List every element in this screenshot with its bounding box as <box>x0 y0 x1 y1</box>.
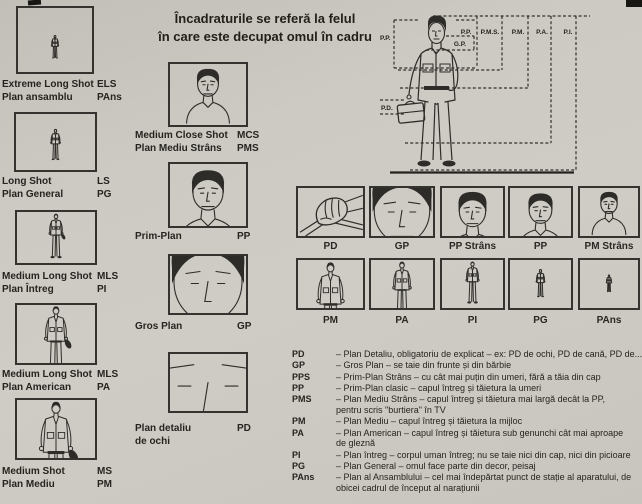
tiny-figure <box>580 260 638 308</box>
legend-abbr: PM <box>292 416 306 427</box>
shot-abbr: PP <box>237 231 251 242</box>
prim-plan-frame <box>168 162 248 228</box>
legend-abbr: GP <box>292 360 306 371</box>
legend-row-pd <box>292 349 642 360</box>
shot-abbr-ro: PA <box>97 382 111 393</box>
thumb-pm-strans-frame <box>578 186 640 238</box>
legend-abbr: PPS <box>292 371 311 382</box>
knees-up-figure <box>371 260 433 308</box>
shot-name-ro: Plan Mediu <box>2 479 55 490</box>
thumb-label-pp-strans: PP Strâns <box>448 241 497 252</box>
thumb-label-pp: PP <box>533 241 548 252</box>
small-figure <box>510 260 571 308</box>
cut-label-pi: P.I. <box>563 29 573 36</box>
thumb-pa-frame <box>369 258 435 310</box>
legend-desc: – Plan Mediu Strâns – capul întreg și tăietura mai largă decât la PP, <box>336 394 605 405</box>
page-title <box>132 10 398 45</box>
medium-shot-frame <box>15 398 97 460</box>
shot-abbr-ro: PAns <box>97 92 122 103</box>
shot-name: Extreme Long Shot <box>2 79 94 90</box>
shot-abbr-ro: PMS <box>237 143 259 154</box>
shot-name-ro: de ochi <box>135 436 171 447</box>
shot-name-ro: Plan Mediu Strâns <box>135 143 222 154</box>
legend-row-pm <box>292 416 642 427</box>
knees-up-player-figure <box>17 305 95 363</box>
cut-label-pm: P.M. <box>511 29 525 36</box>
legend-row-pps <box>292 372 642 383</box>
thumb-label-pi: PI <box>467 315 478 326</box>
legend-row-pans: PAns – Plan al Ansamblului – cel mai îndepărtat punct de stație al aparatului, de obicei cadrul de început al narațiunii <box>292 472 642 494</box>
shot-name: Long Shot <box>2 176 52 187</box>
thumb-gp-frame <box>369 186 435 238</box>
legend-row-gp <box>292 360 642 371</box>
shot-abbr: ELS <box>97 79 117 90</box>
cut-label-gp: G.P. <box>453 41 467 48</box>
legend-row-pa: PA – Plan American – capul întreg și tăietura sub genunchi cât mai aproape de gleznă <box>292 428 642 450</box>
legend-desc: – Plan Mediu – capul întreg și tăietura la mijloc <box>336 416 523 427</box>
full-body-player-figure <box>17 212 95 263</box>
head-shoulders-figure <box>170 64 246 125</box>
shot-name: Plan detaliu <box>135 423 192 434</box>
long-shot-frame <box>14 112 97 172</box>
thumb-label-pm-strans: PM Strâns <box>584 241 634 252</box>
extreme-long-shot-figure <box>18 8 92 72</box>
thumb-pp-frame <box>508 186 573 238</box>
framing-cut-diagram <box>378 6 642 178</box>
legend-row-pp <box>292 383 642 394</box>
head-shoulders-figure <box>510 188 571 236</box>
shot-abbr: LS <box>97 176 110 187</box>
briefcase-drawing <box>397 100 425 123</box>
cut-label-pa: P.A. <box>536 29 548 36</box>
thumb-pm-frame <box>296 258 365 310</box>
scan-artifact <box>28 0 41 5</box>
legend-desc: – Plan General – omul face parte din decor, peisaj <box>336 460 536 471</box>
extreme-long-shot-frame <box>16 6 94 74</box>
shot-name: Prim-Plan <box>135 231 182 242</box>
shot-name-ro: Plan ansamblu <box>2 92 73 103</box>
thumb-pd-frame <box>296 186 365 238</box>
thumb-label-pans: PAns <box>596 315 622 326</box>
shot-name-ro: Plan General <box>2 189 64 200</box>
gros-plan-frame <box>168 254 248 315</box>
shot-name: Medium Long Shot <box>2 271 92 282</box>
legend-row-pg <box>292 461 642 472</box>
eyes-detail-figure <box>170 354 246 411</box>
thumb-pans-frame <box>578 258 640 310</box>
shot-name: Medium Shot <box>2 466 65 477</box>
head-chest-figure <box>580 188 638 236</box>
thumb-label-pa: PA <box>395 315 409 326</box>
title-line-1: Încadraturile se referă la felul <box>174 11 356 26</box>
legend-abbr: PMS <box>292 394 312 405</box>
face-closeup-figure <box>170 256 246 313</box>
standing-man-figure <box>397 16 458 167</box>
shot-name: Medium Long Shot <box>2 369 92 380</box>
shot-abbr-ro: PI <box>97 284 107 295</box>
cut-label-pd: P.D. <box>381 105 393 112</box>
legend-abbr: PA <box>292 427 304 438</box>
shot-name-ro: Plan American <box>2 382 72 393</box>
thumb-pp-strans-frame <box>440 186 505 238</box>
thumb-label-gp: GP <box>394 241 410 252</box>
waist-up-player-figure <box>17 400 95 458</box>
medium-long-shot-pa-frame <box>15 303 97 365</box>
legend-abbr: PP <box>292 382 305 393</box>
legend-abbr: PAns <box>292 472 315 483</box>
shot-abbr: MS <box>97 466 112 477</box>
shot-abbr: PD <box>237 423 251 434</box>
eye-detail-frame <box>168 352 248 413</box>
long-shot-figure <box>16 114 95 170</box>
head-figure <box>170 164 246 226</box>
medium-long-shot-pi-frame <box>15 210 97 265</box>
thumb-pg-frame <box>508 258 573 310</box>
cut-label-pms: P.M.S. <box>480 29 500 36</box>
face-closeup-figure <box>371 188 433 236</box>
waist-up-figure <box>298 260 363 308</box>
shot-abbr: MLS <box>97 271 119 282</box>
legend-desc: – Plan Detaliu, obligatoriu de explicat – ex: PD de ochi, PD de cană, PD de... <box>336 349 642 359</box>
tight-head-figure <box>442 188 503 236</box>
title-line-2: în care este decupat omul în cadru <box>158 28 372 44</box>
cut-label-pp-left: P.P. <box>380 35 391 42</box>
legend-abbr: PG <box>292 460 306 471</box>
thumb-label-pg: PG <box>533 315 548 326</box>
hand-detail-figure <box>298 188 363 236</box>
shot-name-ro: Plan Întreg <box>2 284 54 295</box>
legend-desc: – Plan al Ansamblului – cel mai îndepărtat punct de stație al aparatului, de <box>336 472 632 483</box>
thumb-label-pm: PM <box>323 315 338 326</box>
shot-name: Medium Close Shot <box>135 130 228 141</box>
shot-abbr-ro: PG <box>97 189 112 200</box>
legend-desc: – Gros Plan – se taie din frunte și din bărbie <box>336 360 512 371</box>
legend-abbr: PD <box>292 349 305 359</box>
full-body-figure <box>442 260 503 308</box>
legend-desc: – Plan întreg – corpul uman întreg; nu se taie nici din cap, nici din picioare <box>336 449 631 460</box>
legend-desc: – Prim-Plan clasic – capul întreg și tăietura la umeri <box>336 382 542 393</box>
legend-abbr: PI <box>292 449 301 460</box>
shot-abbr-ro: PM <box>97 479 112 490</box>
legend-row-pms: PMS – Plan Mediu Strâns – capul întreg și tăietura mai largă decât la PP, pentru scris "burtiera" în TV <box>292 394 642 416</box>
thumb-label-pd: PD <box>323 241 338 252</box>
medium-close-shot-frame <box>168 62 248 127</box>
cut-label-pp: P.P. <box>460 29 472 36</box>
thumb-pi-frame <box>440 258 505 310</box>
legend-row-pi <box>292 450 642 461</box>
legend-desc: – Prim-Plan Strâns – cu cât mai puțin din umeri, fără a tăia din cap <box>336 371 601 382</box>
shot-name: Gros Plan <box>135 321 183 332</box>
shot-abbr: GP <box>237 321 252 332</box>
abbreviation-legend <box>292 349 642 494</box>
legend-desc: – Plan American – capul întreg și tăietura sub genunchi cât mai aproape <box>336 427 624 438</box>
shot-abbr: MLS <box>97 369 119 380</box>
shot-abbr: MCS <box>237 130 260 141</box>
